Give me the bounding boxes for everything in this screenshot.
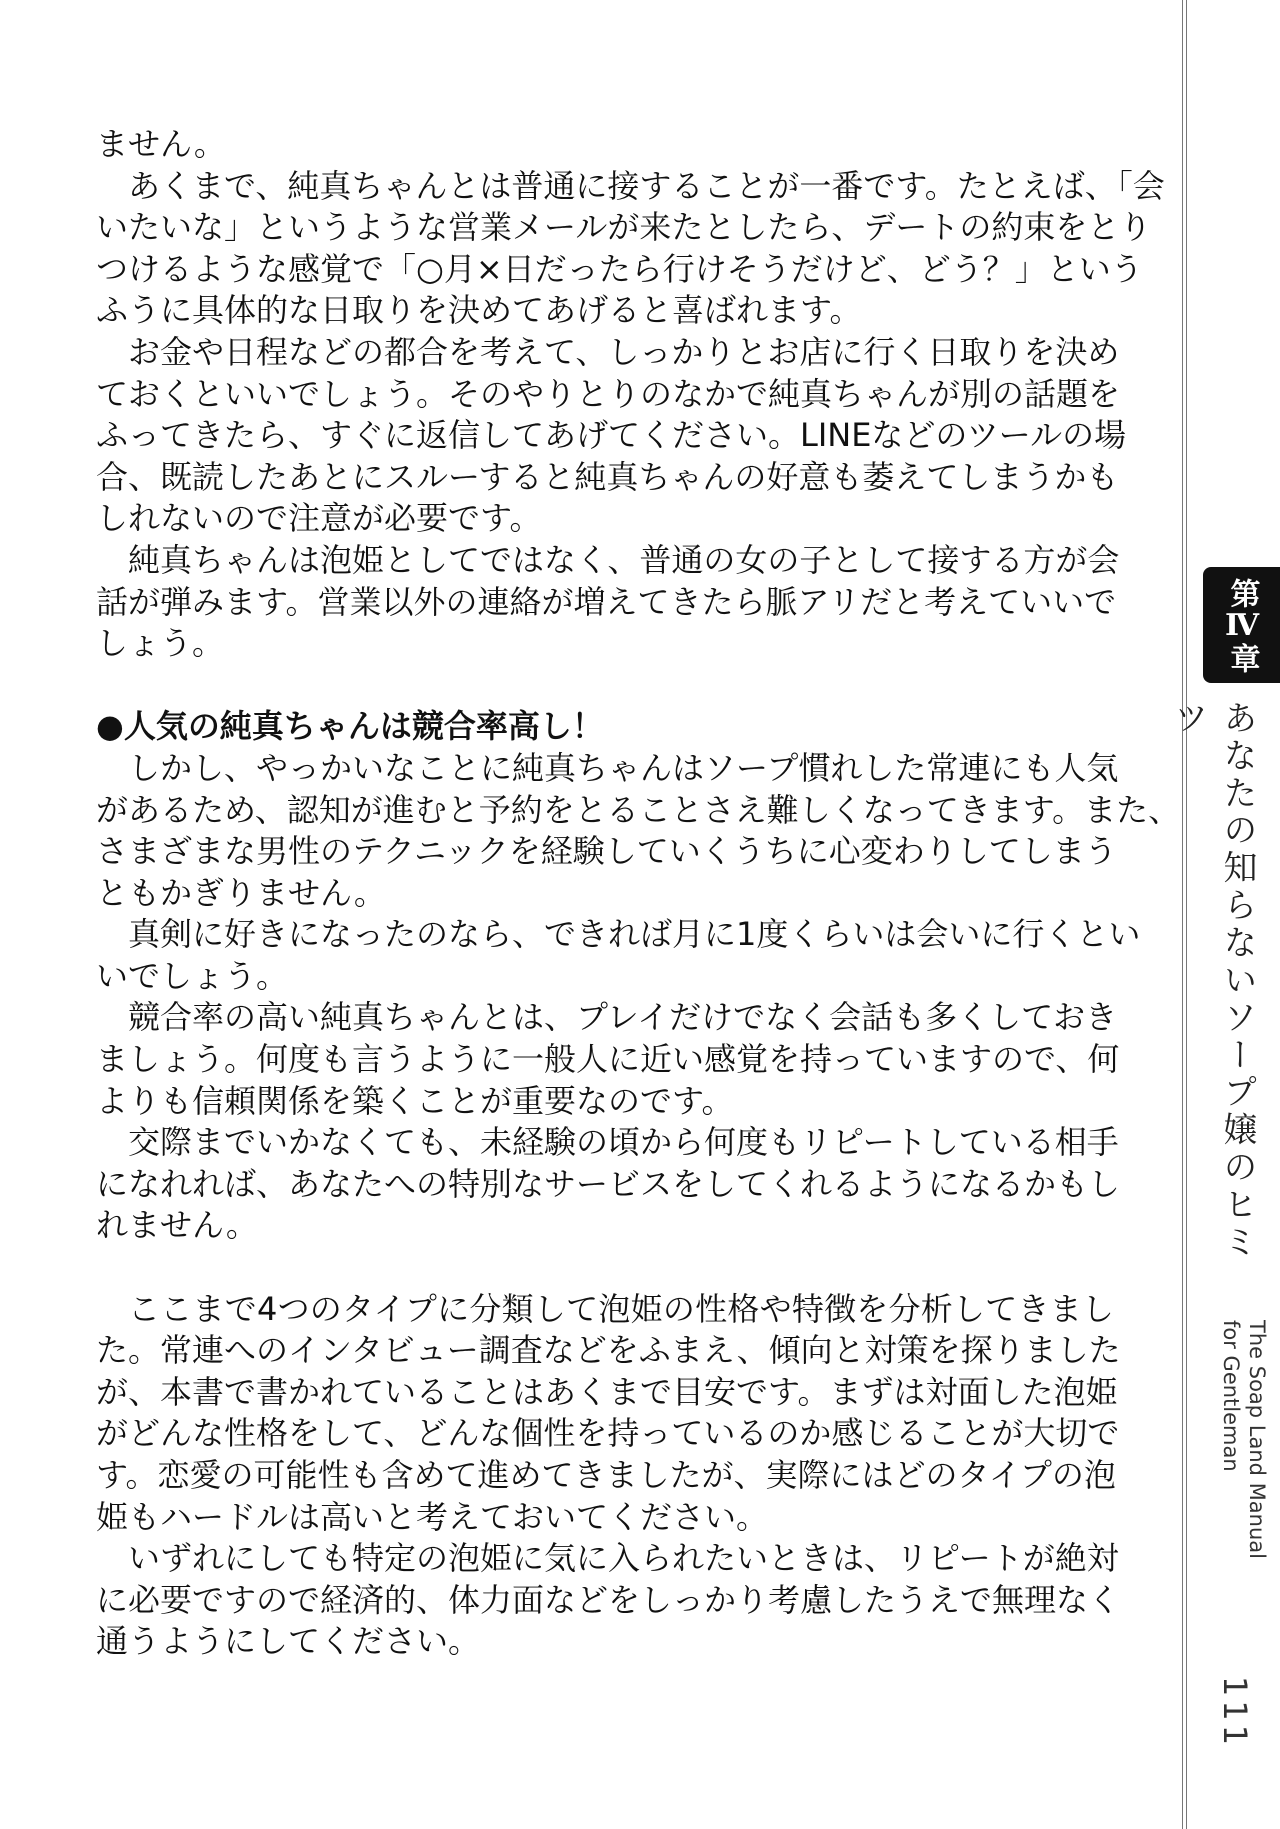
- text-line: しょう。: [96, 624, 225, 663]
- book-title-line2: for Gentleman: [1219, 1320, 1243, 1472]
- text-line: になれれば、あなたへの特別なサービスをしてくれるようになるかもし: [96, 1164, 1121, 1203]
- text-line: しれないので注意が必要です。: [96, 499, 542, 538]
- text-line: お金や日程などの都合を考えて、しっかりとお店に行く日取りを決め: [128, 332, 1120, 371]
- text-line: が、本書で書かれていることはあくまで目安です。まずは対面した泡姫: [96, 1372, 1118, 1411]
- text-line: がどんな性格をして、どんな個性を持っているのか感じることが大切で: [96, 1414, 1120, 1453]
- text-line: ここまで4つのタイプに分類して泡姫の性格や特徴を分析してきまし: [128, 1289, 1114, 1328]
- blank-line: [96, 1247, 1114, 1289]
- margin-rule: [1182, 0, 1183, 1829]
- text-line: 話が弾みます。営業以外の連絡が増えてきたら脈アリだと考えていいで: [96, 582, 1117, 621]
- text-line: いでしょう。: [96, 956, 289, 995]
- text-line: に必要ですので経済的、体力面などをしっかり考慮したうえで無理なく: [96, 1580, 1121, 1619]
- section-heading: ●人気の純真ちゃんは競合率高し！: [96, 707, 604, 746]
- text-line: ふってきたら、すぐに返信してあげてください。LINEなどのツールの場: [96, 416, 1127, 455]
- book-title: [1218, 1320, 1270, 1559]
- chapter-title: あなたの知らないソープ嬢のヒミツ: [1168, 700, 1257, 1260]
- text-line: 真剣に好きになったのなら、できれば月に1度くらいは会いに行くとい: [128, 915, 1141, 954]
- text-line: いたいな」というような営業メールが来たとしたら、デートの約束をとり: [96, 208, 1152, 247]
- text-line: す。恋愛の可能性も含めて進めてきましたが、実際にはどのタイプの泡: [96, 1456, 1116, 1494]
- text-line: つけるような感覚で「○月×日だったら行けそうだけど、どう？」という: [96, 249, 1143, 288]
- text-line: しかし、やっかいなことに純真ちゃんはソープ慣れした常連にも人気: [128, 748, 1119, 787]
- text-line: ません。: [96, 125, 226, 163]
- text-line: 姫もハードルは高いと考えておいてください。: [96, 1497, 769, 1536]
- text-line: ともかぎりません。: [96, 873, 386, 912]
- text-line: があるため、認知が進むと予約をとることさえ難しくなってきます。また、: [96, 790, 1181, 829]
- text-line: よりも信頼関係を築くことが重要なのです。: [96, 1081, 734, 1120]
- text-line: ておくといいでしょう。そのやりとりのなかで純真ちゃんが別の話題を: [96, 374, 1121, 413]
- text-line: 純真ちゃんは泡姫としてではなく、普通の女の子として接する方が会: [128, 540, 1120, 579]
- text-line: ふうに具体的な日取りを決めてあげると喜ばれます。: [96, 291, 862, 330]
- blank-line: [96, 665, 1114, 707]
- chapter-tab: [1203, 567, 1280, 683]
- body-text: [96, 124, 1181, 1663]
- book-title-line1: The Soap Land Manual: [1245, 1320, 1269, 1559]
- chapter-tab-label: 第Ⅳ章: [1224, 577, 1260, 673]
- margin-rule: [1186, 0, 1187, 1829]
- text-line: あくまで、純真ちゃんとは普通に接することが一番です。たとえば、「会: [128, 166, 1165, 205]
- text-line: 通うようにしてください。: [96, 1622, 481, 1661]
- text-line: た。常連へのインタビュー調査などをふまえ、傾向と対策を探りました: [96, 1331, 1121, 1370]
- text-line: さまざまな男性のテクニックを経験していくうちに心変わりしてしまう: [96, 832, 1117, 871]
- text-line: れません。: [96, 1206, 258, 1245]
- page-number: 111: [1216, 1676, 1254, 1750]
- text-line: 競合率の高い純真ちゃんとは、プレイだけでなく会話も多くしておき: [128, 998, 1118, 1037]
- text-line: ましょう。何度も言うように一般人に近い感覚を持っていますので、何: [96, 1040, 1120, 1079]
- text-line: 交際までいかなくても、未経験の頃から何度もリピートしている相手: [128, 1123, 1119, 1162]
- text-line: 合、既読したあとにスルーすると純真ちゃんの好意も萎えてしまうかも: [96, 457, 1119, 496]
- text-line: いずれにしても特定の泡姫に気に入られたいときは、リピートが絶対: [128, 1539, 1119, 1578]
